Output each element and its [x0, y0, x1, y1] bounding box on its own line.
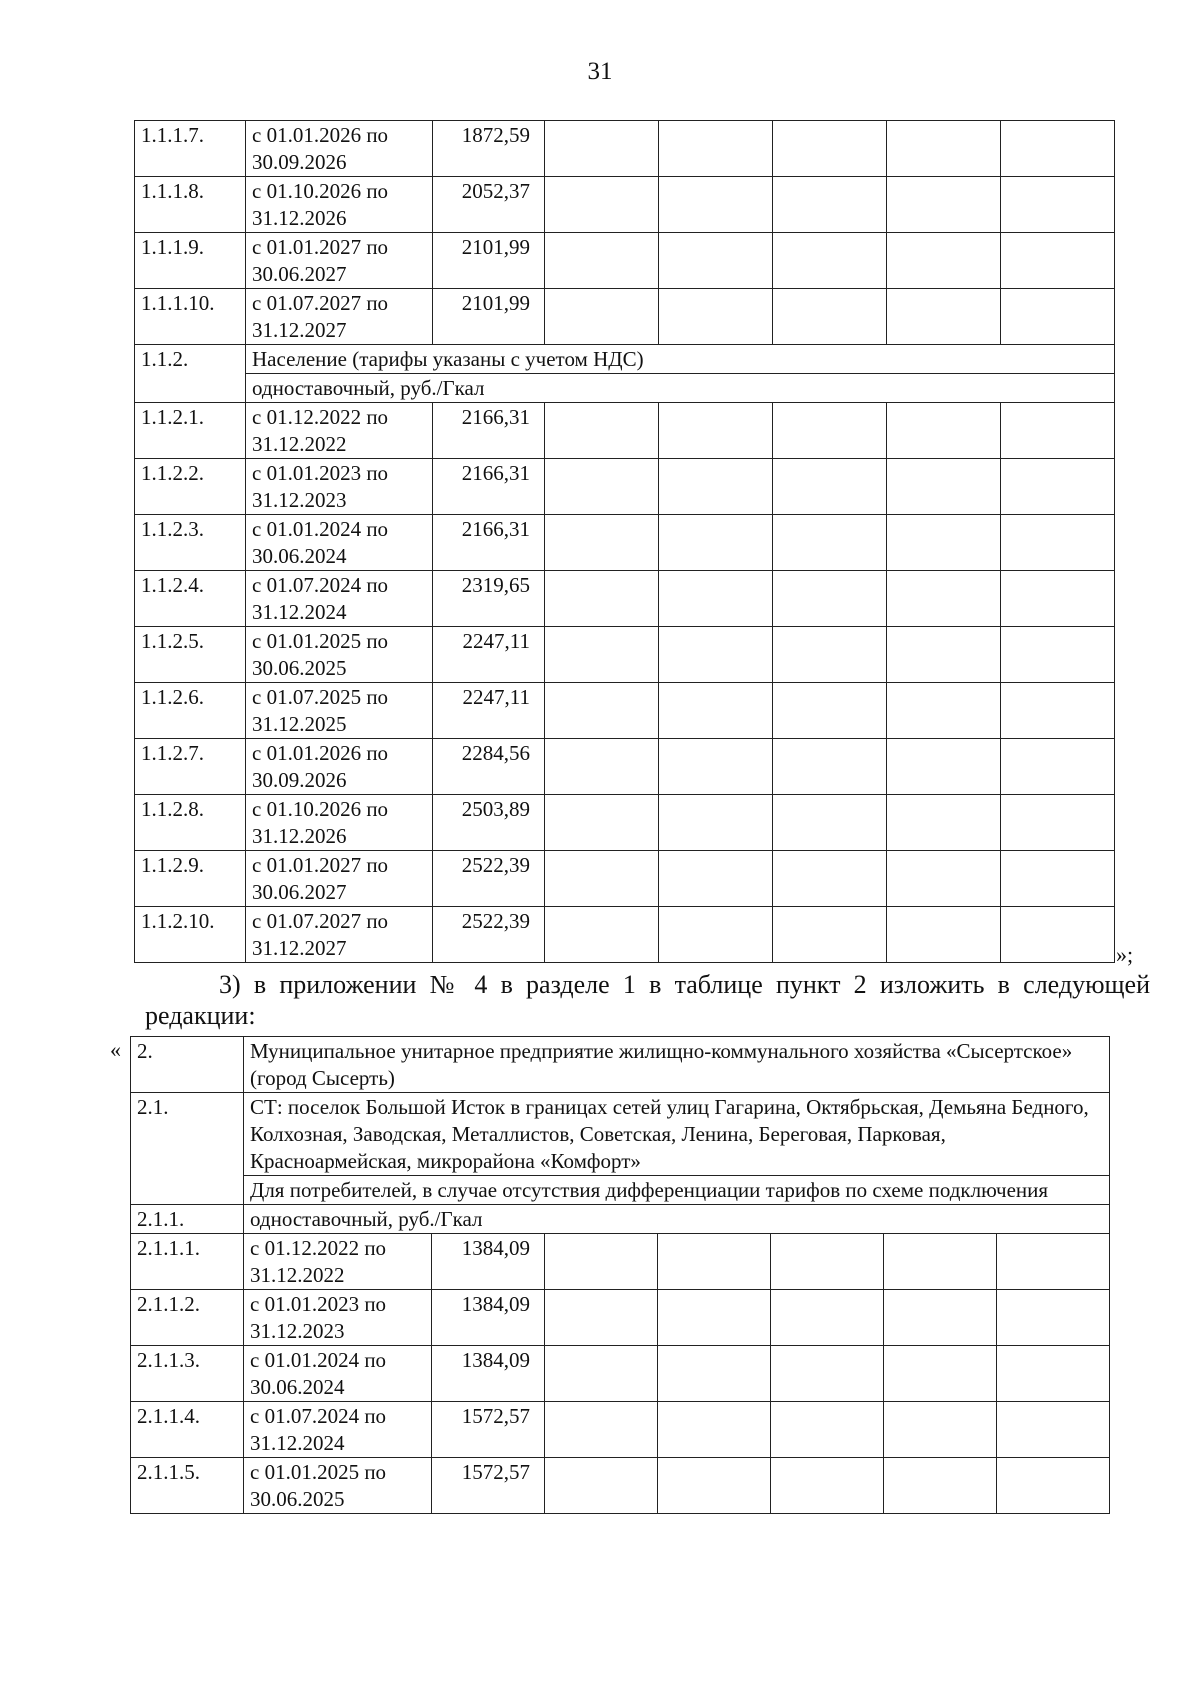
tariff-row	[131, 1290, 1110, 1346]
empty-cell	[1001, 515, 1115, 571]
section-code: 1.1.2.	[135, 345, 246, 403]
empty-cell	[658, 1234, 771, 1290]
empty-cell	[884, 1402, 997, 1458]
area-row	[131, 1093, 1110, 1176]
empty-cell	[773, 627, 887, 683]
row-period: с 01.01.2025 по 30.06.2025	[244, 1458, 432, 1514]
row-code: 2.1.1.2.	[131, 1290, 244, 1346]
empty-cell	[1001, 571, 1115, 627]
tariff-row	[135, 459, 1115, 515]
row-code: 1.1.2.8.	[135, 795, 246, 851]
empty-cell	[997, 1402, 1110, 1458]
row-value: 1384,09	[432, 1346, 545, 1402]
row-period: с 01.07.2025 по 31.12.2025	[246, 683, 433, 739]
empty-cell	[773, 571, 887, 627]
empty-cell	[773, 289, 887, 345]
empty-cell	[658, 1290, 771, 1346]
row-value: 2247,11	[433, 627, 545, 683]
row-period: с 01.12.2022 по 31.12.2022	[246, 403, 433, 459]
tariff-row	[135, 289, 1115, 345]
area-description: СТ: поселок Большой Исток в границах сетей улиц Гагарина, Октябрьская, Демьяна Бедного, Колхозная, Заводская, Металлистов, Советская, Ленина, Береговая, Парковая, Красноармейская, микрорайона «Комфорт»	[244, 1093, 1110, 1176]
section-row	[135, 345, 1115, 374]
row-value: 2166,31	[433, 515, 545, 571]
tariff-table-1	[134, 120, 1115, 963]
consumers-description: Для потребителей, в случае отсутствия дифференциации тарифов по схеме подключения	[244, 1176, 1110, 1205]
empty-cell	[1001, 739, 1115, 795]
empty-cell	[545, 233, 659, 289]
row-period: с 01.01.2026 по 30.09.2026	[246, 739, 433, 795]
consumers-row	[131, 1176, 1110, 1205]
row-period: с 01.01.2023 по 31.12.2023	[246, 459, 433, 515]
row-code: 2.1.1.4.	[131, 1402, 244, 1458]
empty-cell	[659, 515, 773, 571]
empty-cell	[887, 233, 1001, 289]
empty-cell	[659, 683, 773, 739]
tariff-row	[135, 233, 1115, 289]
row-value: 2522,39	[433, 907, 545, 963]
empty-cell	[1001, 121, 1115, 177]
empty-cell	[545, 739, 659, 795]
row-period: с 01.07.2027 по 31.12.2027	[246, 289, 433, 345]
empty-cell	[887, 121, 1001, 177]
row-value: 2052,37	[433, 177, 545, 233]
empty-cell	[659, 571, 773, 627]
tariff-row	[135, 683, 1115, 739]
empty-cell	[887, 739, 1001, 795]
tariff-row	[135, 403, 1115, 459]
empty-cell	[997, 1290, 1110, 1346]
row-value: 2522,39	[433, 851, 545, 907]
empty-cell	[773, 177, 887, 233]
table1-top-rows	[135, 121, 1115, 345]
empty-cell	[771, 1234, 884, 1290]
tariff-row	[135, 851, 1115, 907]
empty-cell	[545, 403, 659, 459]
empty-cell	[997, 1346, 1110, 1402]
empty-cell	[1001, 233, 1115, 289]
empty-cell	[997, 1234, 1110, 1290]
empty-cell	[773, 739, 887, 795]
row-period: с 01.01.2024 по 30.06.2024	[246, 515, 433, 571]
empty-cell	[659, 289, 773, 345]
empty-cell	[887, 851, 1001, 907]
empty-cell	[659, 907, 773, 963]
empty-cell	[545, 289, 659, 345]
tariff-row	[131, 1234, 1110, 1290]
row-period: с 01.10.2026 по 31.12.2026	[246, 795, 433, 851]
tariff-row	[131, 1346, 1110, 1402]
empty-cell	[773, 907, 887, 963]
empty-cell	[771, 1346, 884, 1402]
empty-cell	[771, 1290, 884, 1346]
row-code: 1.1.2.10.	[135, 907, 246, 963]
empty-cell	[773, 233, 887, 289]
empty-cell	[545, 177, 659, 233]
empty-cell	[884, 1234, 997, 1290]
empty-cell	[1001, 289, 1115, 345]
row-period: с 01.07.2027 по 31.12.2027	[246, 907, 433, 963]
row-code: 1.1.1.9.	[135, 233, 246, 289]
empty-cell	[1001, 627, 1115, 683]
empty-cell	[887, 515, 1001, 571]
amendment-instruction: 3) в приложении № 4 в разделе 1 в таблице пункт 2 изложить в следующей редакции:	[145, 970, 1150, 1030]
section-title: Население (тарифы указаны с учетом НДС)	[246, 345, 1115, 374]
row-value: 1572,57	[432, 1458, 545, 1514]
empty-cell	[1001, 403, 1115, 459]
tariff-row	[135, 177, 1115, 233]
rate-code: 2.1.1.	[131, 1205, 244, 1234]
row-code: 2.1.1.5.	[131, 1458, 244, 1514]
row-value: 2503,89	[433, 795, 545, 851]
row-period: с 01.01.2024 по 30.06.2024	[244, 1346, 432, 1402]
tariff-row	[135, 515, 1115, 571]
empty-cell	[887, 907, 1001, 963]
row-value: 1384,09	[432, 1234, 545, 1290]
empty-cell	[1001, 177, 1115, 233]
row-period: с 01.01.2023 по 31.12.2023	[244, 1290, 432, 1346]
row-value: 2247,11	[433, 683, 545, 739]
empty-cell	[545, 1234, 658, 1290]
row-value: 2166,31	[433, 403, 545, 459]
empty-cell	[884, 1346, 997, 1402]
row-value: 2166,31	[433, 459, 545, 515]
empty-cell	[773, 851, 887, 907]
tariff-row	[131, 1402, 1110, 1458]
row-value: 2101,99	[433, 289, 545, 345]
row-code: 1.1.2.9.	[135, 851, 246, 907]
tariff-row	[135, 907, 1115, 963]
empty-cell	[771, 1458, 884, 1514]
section-subtitle-row	[135, 374, 1115, 403]
empty-cell	[773, 121, 887, 177]
empty-cell	[658, 1346, 771, 1402]
empty-cell	[884, 1458, 997, 1514]
page-number: 31	[587, 58, 613, 85]
empty-cell	[1001, 795, 1115, 851]
rate-label: одноставочный, руб./Гкал	[244, 1205, 1110, 1234]
row-code: 1.1.2.7.	[135, 739, 246, 795]
empty-cell	[659, 851, 773, 907]
empty-cell	[1001, 459, 1115, 515]
empty-cell	[771, 1402, 884, 1458]
empty-cell	[545, 571, 659, 627]
row-code: 1.1.2.4.	[135, 571, 246, 627]
row-period: с 01.01.2027 по 30.06.2027	[246, 851, 433, 907]
row-period: с 01.01.2026 по 30.09.2026	[246, 121, 433, 177]
empty-cell	[887, 289, 1001, 345]
row-period: с 01.07.2024 по 31.12.2024	[244, 1402, 432, 1458]
empty-cell	[773, 403, 887, 459]
empty-cell	[545, 627, 659, 683]
row-period: с 01.10.2026 по 31.12.2026	[246, 177, 433, 233]
row-value: 2319,65	[433, 571, 545, 627]
empty-cell	[887, 683, 1001, 739]
empty-cell	[545, 683, 659, 739]
empty-cell	[884, 1290, 997, 1346]
empty-cell	[1001, 907, 1115, 963]
empty-cell	[887, 571, 1001, 627]
empty-cell	[545, 1346, 658, 1402]
empty-cell	[545, 1458, 658, 1514]
empty-cell	[773, 683, 887, 739]
empty-cell	[659, 795, 773, 851]
empty-cell	[659, 739, 773, 795]
row-code: 1.1.2.5.	[135, 627, 246, 683]
tariff-row	[135, 121, 1115, 177]
tariff-row	[135, 627, 1115, 683]
empty-cell	[659, 627, 773, 683]
tariff-row	[135, 795, 1115, 851]
empty-cell	[545, 1290, 658, 1346]
row-code: 1.1.2.1.	[135, 403, 246, 459]
row-value: 1872,59	[433, 121, 545, 177]
area-code: 2.1.	[131, 1093, 244, 1205]
row-value: 2284,56	[433, 739, 545, 795]
empty-cell	[545, 851, 659, 907]
tariff-row	[135, 571, 1115, 627]
empty-cell	[545, 459, 659, 515]
row-value: 2101,99	[433, 233, 545, 289]
row-code: 2.1.1.3.	[131, 1346, 244, 1402]
empty-cell	[545, 515, 659, 571]
row-code: 1.1.2.2.	[135, 459, 246, 515]
row-value: 1572,57	[432, 1402, 545, 1458]
row-period: с 01.12.2022 по 31.12.2022	[244, 1234, 432, 1290]
row-period: с 01.01.2027 по 30.06.2027	[246, 233, 433, 289]
empty-cell	[545, 795, 659, 851]
empty-cell	[887, 795, 1001, 851]
empty-cell	[773, 515, 887, 571]
empty-cell	[659, 233, 773, 289]
empty-cell	[659, 121, 773, 177]
table2-rows	[131, 1234, 1110, 1514]
empty-cell	[659, 403, 773, 459]
tariff-row	[131, 1458, 1110, 1514]
row-period: с 01.01.2025 по 30.06.2025	[246, 627, 433, 683]
section-subtitle: одноставочный, руб./Гкал	[246, 374, 1115, 403]
empty-cell	[887, 627, 1001, 683]
empty-cell	[545, 907, 659, 963]
opening-quote: «	[110, 1037, 121, 1062]
rate-row	[131, 1205, 1110, 1234]
empty-cell	[1001, 683, 1115, 739]
table1-bottom-rows	[135, 403, 1115, 963]
org-code: 2.	[131, 1037, 244, 1093]
empty-cell	[658, 1402, 771, 1458]
row-value: 1384,09	[432, 1290, 545, 1346]
empty-cell	[545, 121, 659, 177]
org-row	[131, 1037, 1110, 1093]
row-code: 1.1.1.7.	[135, 121, 246, 177]
empty-cell	[545, 1402, 658, 1458]
row-code: 1.1.1.8.	[135, 177, 246, 233]
empty-cell	[659, 459, 773, 515]
empty-cell	[773, 795, 887, 851]
empty-cell	[887, 459, 1001, 515]
tariff-table-2	[130, 1036, 1110, 1514]
org-name: Муниципальное унитарное предприятие жилищно-коммунального хозяйства «Сысертское» (город Сысерть)	[244, 1037, 1110, 1093]
row-code: 2.1.1.1.	[131, 1234, 244, 1290]
empty-cell	[773, 459, 887, 515]
empty-cell	[659, 177, 773, 233]
row-period: с 01.07.2024 по 31.12.2024	[246, 571, 433, 627]
empty-cell	[997, 1458, 1110, 1514]
row-code: 1.1.1.10.	[135, 289, 246, 345]
row-code: 1.1.2.3.	[135, 515, 246, 571]
empty-cell	[1001, 851, 1115, 907]
empty-cell	[887, 177, 1001, 233]
tariff-row	[135, 739, 1115, 795]
empty-cell	[658, 1458, 771, 1514]
row-code: 1.1.2.6.	[135, 683, 246, 739]
empty-cell	[887, 403, 1001, 459]
closing-quote: »;	[1116, 942, 1134, 967]
